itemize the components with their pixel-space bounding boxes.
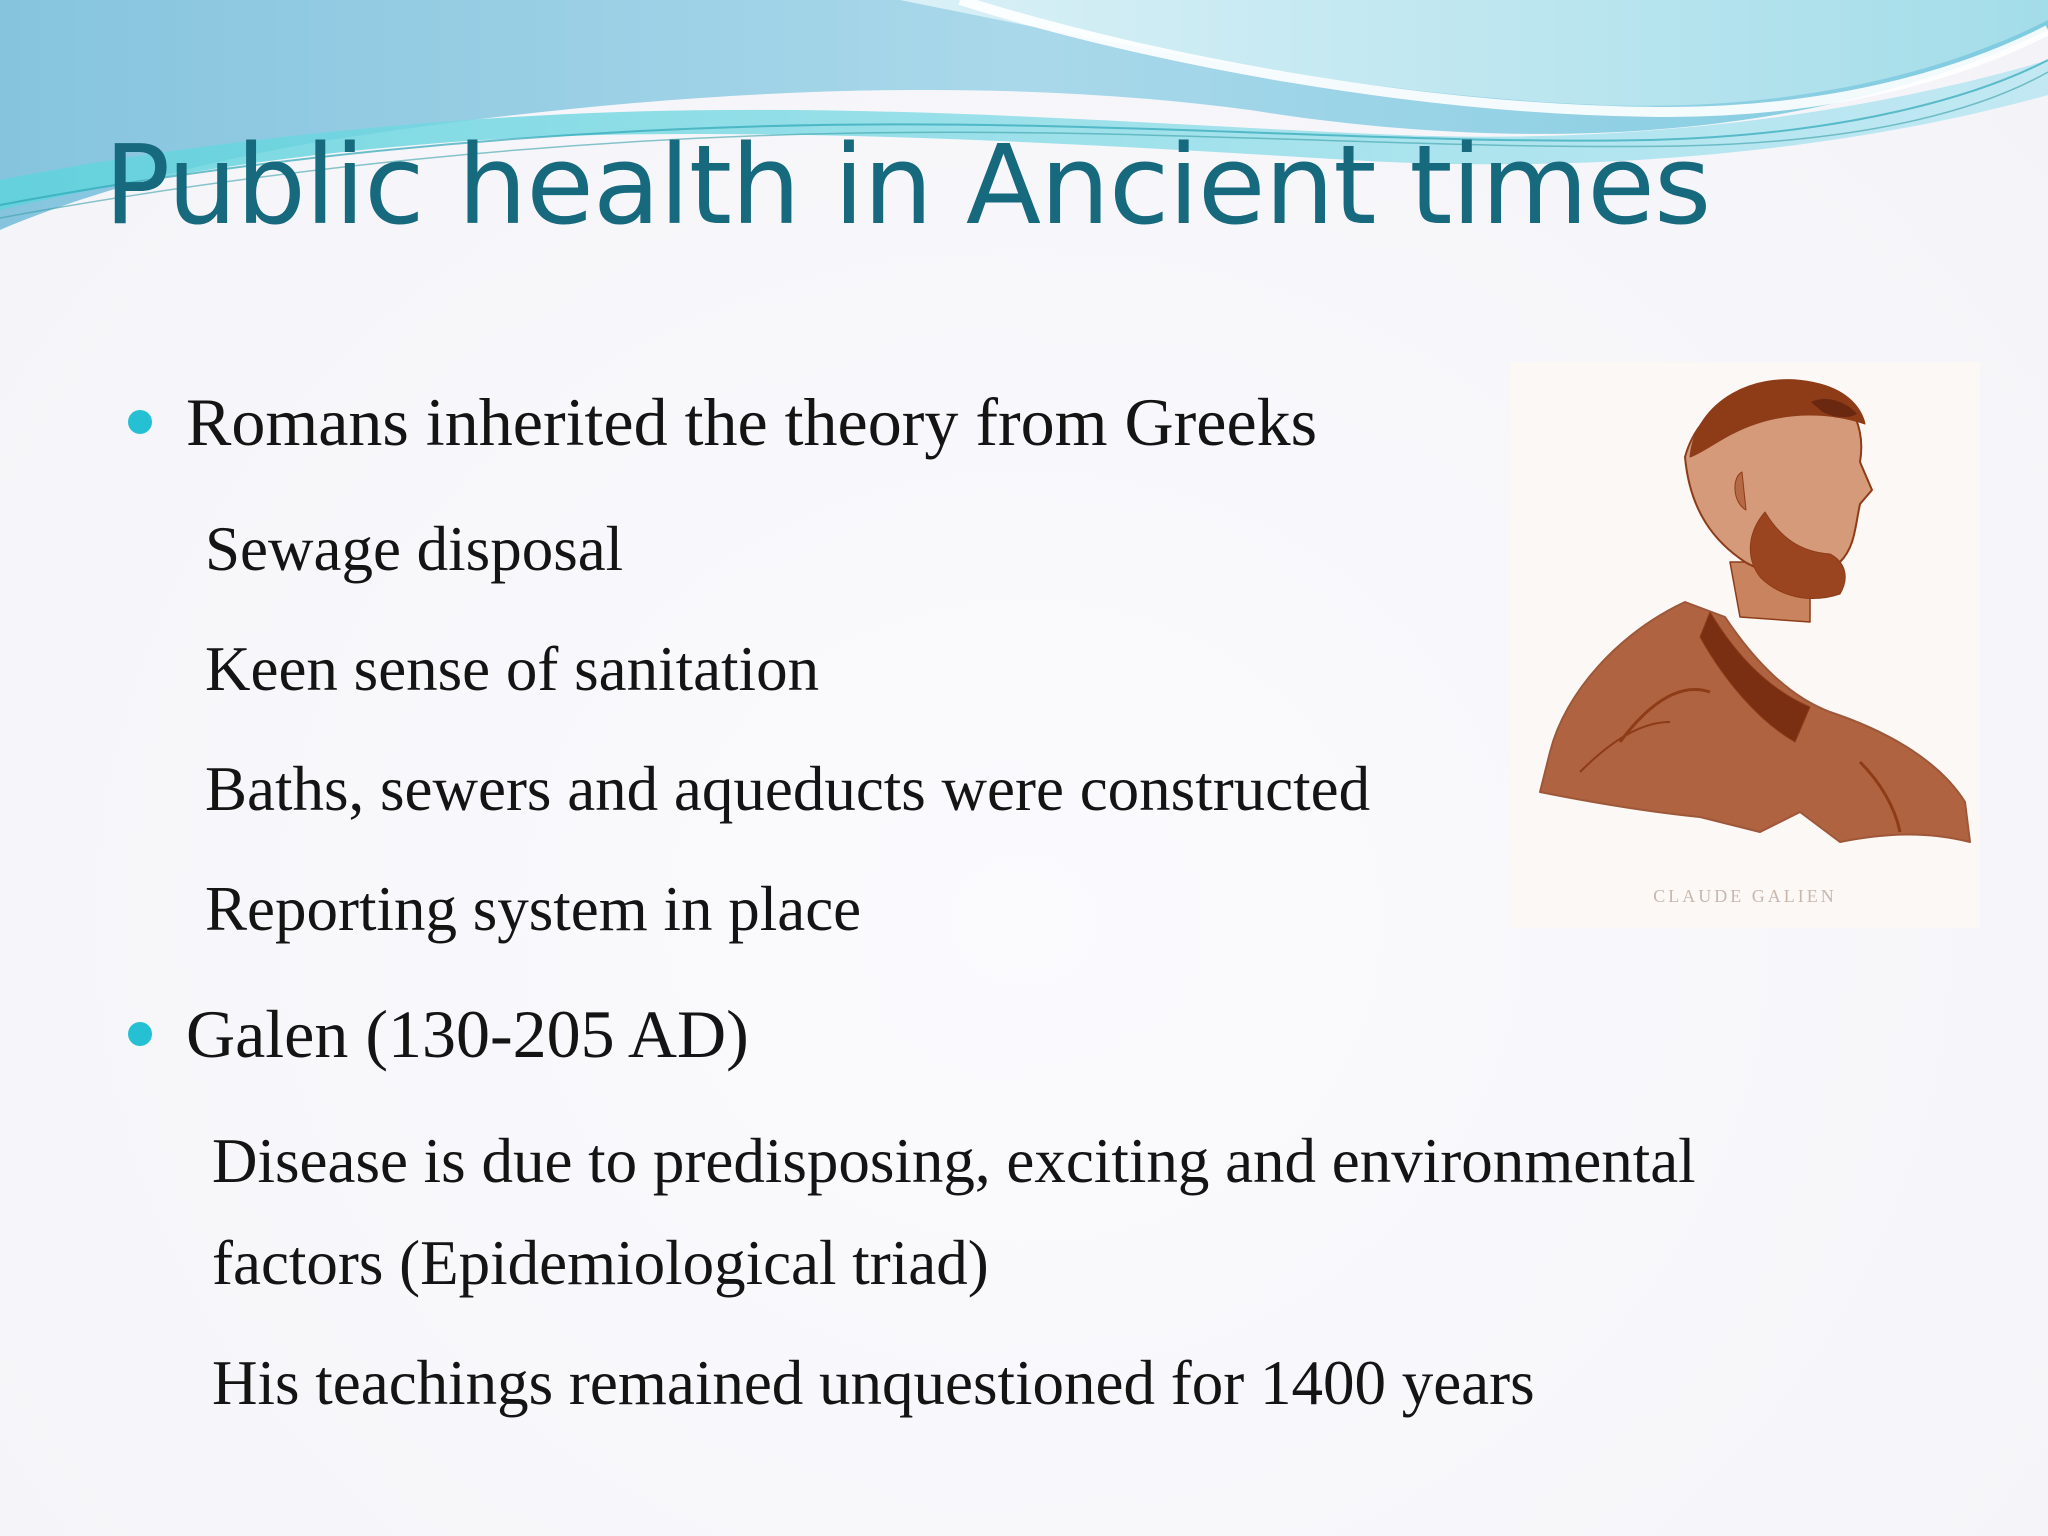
subitem-baths: Baths, sewers and aqueducts were constructed — [205, 754, 1371, 824]
bullet-text: Romans inherited the theory from Greeks — [186, 384, 1318, 460]
subitem-sewage: Sewage disposal — [205, 514, 624, 584]
subitem-teachings: His teachings remained unquestioned for 1400 years — [212, 1348, 1535, 1418]
bullet-galen — [128, 996, 749, 1072]
subitem-disease-line2: factors (Epidemiological triad) — [212, 1228, 989, 1298]
subitem-sanitation: Keen sense of sanitation — [205, 634, 820, 704]
slide-title: Public health in Ancient times — [104, 121, 1711, 249]
portrait-caption: CLAUDE GALIEN — [1653, 886, 1837, 906]
bullet-romans — [128, 384, 1318, 460]
bullet-text: Galen (130-205 AD) — [186, 996, 749, 1072]
bullet-icon — [128, 410, 152, 434]
galen-portrait-image — [1510, 362, 1980, 928]
subitem-disease-line1: Disease is due to predisposing, exciting and environmental — [212, 1126, 1696, 1196]
bullet-icon — [128, 1022, 152, 1046]
subitem-reporting: Reporting system in place — [205, 874, 862, 944]
